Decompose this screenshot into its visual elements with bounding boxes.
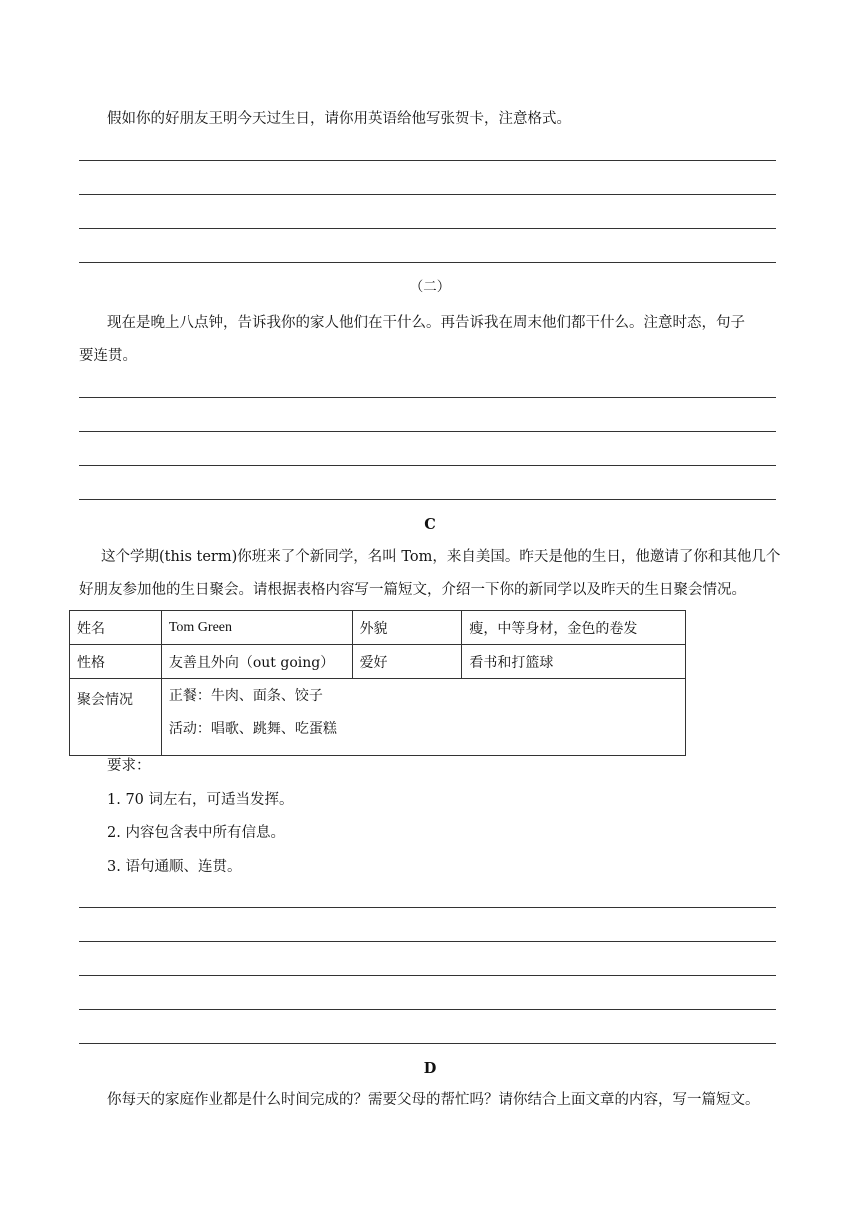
look-value: 瘦，中等身材，金色的卷发 <box>462 611 686 645</box>
name-value: Tom Green <box>161 611 352 645</box>
table-row <box>70 679 686 756</box>
writing-line <box>79 941 776 942</box>
intro-line1: 这个学期(this term)你班来了个新同学，名叫 Tom，来自美国。昨天是他的生日，他邀请了你和其他几个 <box>101 549 781 565</box>
prompt-family-line1: 现在是晚上八点钟，告诉我你的家人他们在干什么。再告诉我在周末他们都干什么。注意时态，句子 <box>107 315 745 331</box>
requirement-item: 3. 语句通顺、连贯。 <box>107 859 242 875</box>
writing-line <box>79 975 776 976</box>
hobby-value: 看书和打篮球 <box>462 645 686 679</box>
prompt-greeting-card: 假如你的好朋友王明今天过生日，请你用英语给他写张贺卡，注意格式。 <box>107 111 571 127</box>
table-row <box>70 611 686 645</box>
party-activity: 活动：唱歌、跳舞、吃蛋糕 <box>168 721 337 737</box>
writing-line <box>79 499 776 500</box>
party-label: 聚会情况 <box>70 679 162 756</box>
writing-line <box>79 465 776 466</box>
requirements-title: 要求： <box>107 758 151 774</box>
table-row <box>70 645 686 679</box>
writing-line <box>79 431 776 432</box>
writing-line <box>79 1043 776 1044</box>
party-details <box>161 679 685 756</box>
info-table <box>69 610 686 756</box>
requirement-item: 1. 70 词左右，可适当发挥。 <box>107 792 294 808</box>
party-meal: 正餐：牛肉、面条、饺子 <box>168 688 323 704</box>
requirement-item: 2. 内容包含表中所有信息。 <box>107 825 285 841</box>
section-c-heading: C <box>424 516 436 533</box>
writing-line <box>79 228 776 229</box>
personality-value: 友善且外向（out going） <box>161 645 352 679</box>
look-label: 外貌 <box>352 611 462 645</box>
section-d-heading: D <box>423 1060 437 1077</box>
writing-line <box>79 1009 776 1010</box>
sub-heading-two: （二） <box>409 279 451 295</box>
writing-line <box>79 160 776 161</box>
hobby-label: 爱好 <box>352 645 462 679</box>
personality-label: 性格 <box>70 645 162 679</box>
writing-line <box>79 397 776 398</box>
prompt-homework: 你每天的家庭作业都是什么时间完成的？需要父母的帮忙吗？请你结合上面文章的内容，写一篇短文。 <box>107 1092 760 1108</box>
intro-line2: 好朋友参加他的生日聚会。请根据表格内容写一篇短文，介绍一下你的新同学以及昨天的生日聚会情况。 <box>79 582 746 598</box>
writing-line <box>79 194 776 195</box>
name-label: 姓名 <box>70 611 162 645</box>
writing-line <box>79 262 776 263</box>
prompt-family-line2: 要连贯。 <box>79 348 137 364</box>
writing-line <box>79 907 776 908</box>
